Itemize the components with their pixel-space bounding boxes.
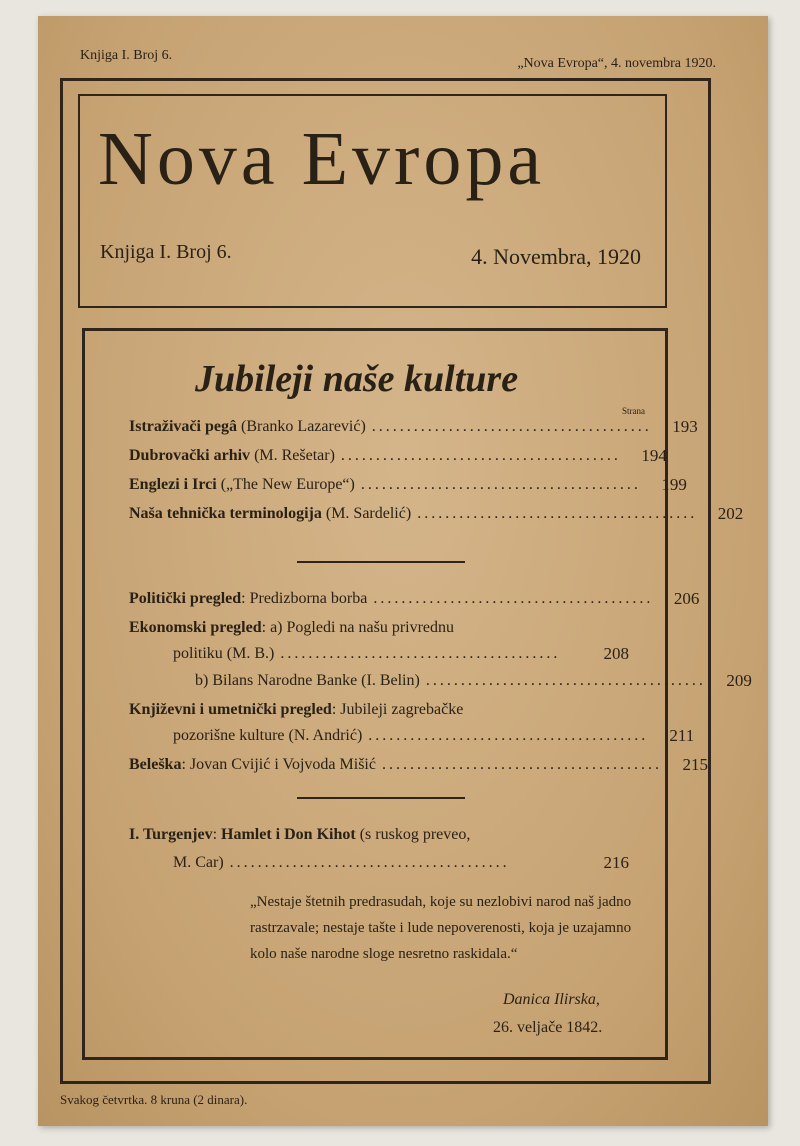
toc-entry [129,755,708,775]
epigraph-quote: „Nestaje štetnih predrasudah, koje su nezlobivi narod naš jadno rastrzavale; nestaje tašte i lude nepoverenosti, koja je uzajamno kolo naše narodne sloge nesretno raskidala.“ [250,894,632,962]
toc-entry [129,475,687,495]
entry-page: 193 [672,417,698,436]
entry-page: 215 [682,755,708,774]
toc-entry [129,504,744,524]
toc-entry [129,417,698,437]
entry-note: M. Car) [173,854,224,871]
masthead [78,94,667,308]
section-divider [297,561,465,563]
entry-title: Politički pregled [129,590,242,607]
entry-page: 194 [641,446,667,465]
leader-dots: ........................................ [373,590,654,607]
entry-author: („The New Europe“) [220,476,355,493]
toc-entry [129,618,629,638]
toc-entry-continued [173,853,629,873]
entry-author: (Branko Lazarević) [240,418,366,435]
entry-author: (M. Sardelić) [325,505,412,522]
entry-subtitle: : Jovan Cvijić i Vojvoda Mišić [181,756,376,773]
toc-entry [129,700,629,720]
entry-page: 206 [673,589,700,608]
leader-dots: ........................................ [371,418,652,435]
epigraph-signature: Danica Ilirska, [503,991,600,1008]
running-head-left: Knjiga I. Broj 6. [80,48,173,63]
entry-title: Naša tehnička terminologija [129,505,322,522]
leader-dots: ........................................ [381,756,662,773]
entry-page: 202 [717,504,744,523]
toc-entry-continued [173,644,629,664]
entry-subtitle: b) Bilans Narodne Banke (I. Belin) [195,672,420,689]
entry-page: 199 [661,475,687,494]
toc-entry: I. Turgenjev: Hamlet i Don Kihot (s ruskog preveo, [129,826,471,843]
entry-title: Dubrovački arhiv [129,447,251,464]
toc-entry-continued [173,726,695,746]
entry-subtitle: pozorišne kulture (N. Andrić) [173,727,363,744]
entry-page: 211 [669,726,695,745]
leader-dots: ........................................ [368,727,649,744]
leader-dots: ........................................ [280,645,561,662]
entry-subtitle: : a) Pogledi na našu privrednu [261,619,455,636]
toc-entry [129,589,700,609]
entry-title: Ekonomski pregled [129,619,262,636]
entry-title: Književni i umetnički pregled [129,701,332,718]
magazine-cover [38,16,768,1126]
leader-dots: ........................................ [340,447,621,464]
entry-page: 208 [603,644,629,663]
table-of-contents [82,328,752,1060]
leader-dots: ........................................ [417,505,698,522]
contents-heading: Jubileji naše kulture [195,358,519,400]
issue-number: Knjiga I. Broj 6. [100,241,232,263]
entry-page: 209 [726,671,752,690]
leader-dots: ........................................ [425,672,706,689]
entry-title: Englezi i Irci [129,476,217,493]
leader-dots: ........................................ [229,854,510,871]
entry-subtitle: : Predizborna borba [241,590,368,607]
toc-entry [129,446,667,466]
entry-title: Hamlet i Don Kihot [221,826,356,843]
entry-title: Istraživači pegâ [129,418,237,435]
entry-note: (s ruskog preveo, [359,826,471,843]
issue-date: 4. Novembra, 1920 [471,244,641,269]
entry-author: I. Turgenjev [129,826,213,843]
running-head-right: „Nova Evropa“, 4. novembra 1920. [517,56,716,71]
entry-author: (M. Rešetar) [254,447,335,464]
entry-subtitle: : Jubileji zagrebačke [331,701,464,718]
entry-page: 216 [603,853,629,872]
entry-subtitle: politiku (M. B.) [173,645,275,662]
page-column-label: Strana [622,406,645,416]
entry-title: Beleška [129,756,182,773]
toc-entry [195,671,752,691]
leader-dots: ........................................ [360,476,641,493]
epigraph-date: 26. veljače 1842. [493,1019,603,1036]
magazine-title: Nova Evropa [98,117,546,201]
price-footer: Svakog četvrtka. 8 kruna (2 dinara). [60,1092,248,1107]
section-divider [297,797,465,799]
